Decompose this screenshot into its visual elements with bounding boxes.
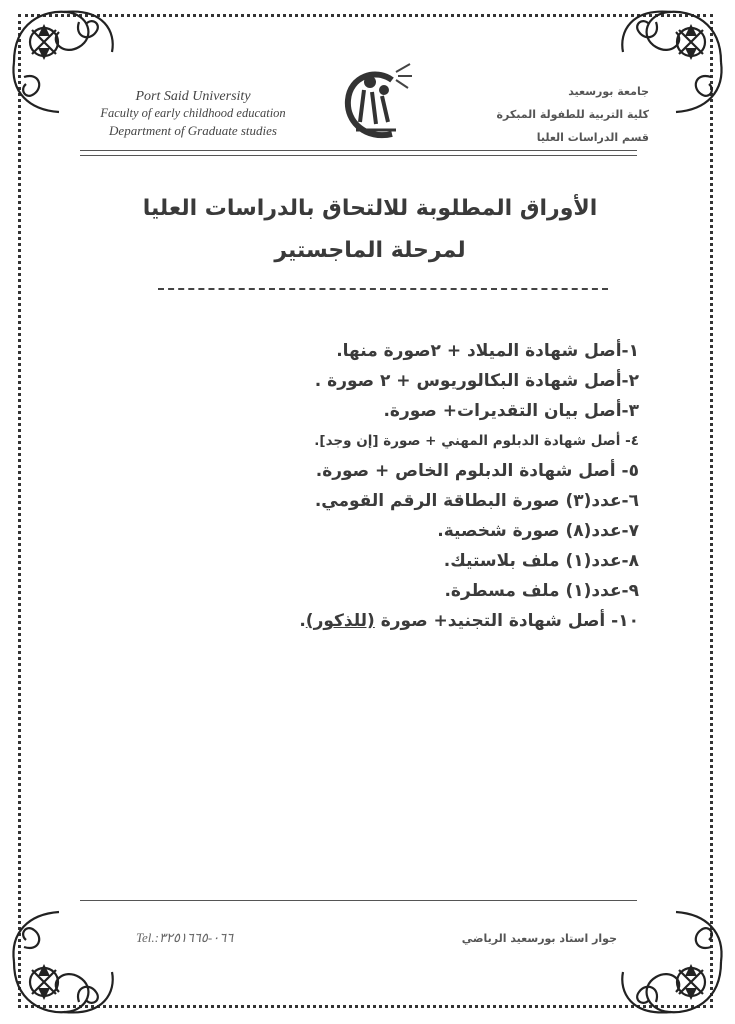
list-item: ٥- أصل شهادة الدبلوم الخاص + صورة. <box>315 461 639 481</box>
department-name-ar: قسم الدراسات العليا <box>536 131 649 144</box>
ornament-corner-bottom-left <box>4 904 122 1022</box>
requirement-10-text: ١٠- أصل شهادة التجنيد+ صورة <box>374 611 639 631</box>
document-title: الأوراق المطلوبة للالتحاق بالدراسات العليا <box>142 196 598 221</box>
list-item: ٢-أصل شهادة البكالوريوس + ٢ صورة . <box>314 371 639 391</box>
document-subtitle: لمرحلة الماجستير <box>274 238 466 263</box>
list-item: ٨-عدد(١) ملف بلاستيك. <box>443 551 639 571</box>
header-arabic-block <box>469 80 649 149</box>
ornament-corner-bottom-right <box>613 904 731 1022</box>
requirement-10-end: . <box>299 611 306 631</box>
footer-phone: Tel.:٠٦٦-٣٢٥١٦٦٥ <box>136 930 234 945</box>
university-name-ar: جامعة بورسعيد <box>568 85 649 98</box>
requirements-list <box>169 336 639 636</box>
footer-address: جوار استاد بورسعيد الرياضي <box>461 932 617 945</box>
requirement-10-note: (للذكور) <box>305 611 375 631</box>
faculty-name-en: Faculty of early childhood education <box>100 106 286 120</box>
list-item: ٧-عدد(٨) صورة شخصية. <box>437 521 639 541</box>
footer-divider <box>80 900 637 901</box>
list-item: ٦-عدد(٣) صورة البطاقة الرقم القومي. <box>314 491 639 511</box>
university-name-en: Port Said University <box>135 89 251 104</box>
title-divider <box>158 288 608 290</box>
list-item: ٤- أصل شهادة الدبلوم المهني + صورة [إن وجد]. <box>314 433 639 449</box>
list-item <box>169 606 639 636</box>
faculty-name-ar: كلية التربية للطفولة المبكرة <box>496 108 649 121</box>
faculty-logo <box>336 60 420 144</box>
list-item: ١-أصل شهادة الميلاد + ٢صورة منها. <box>336 341 639 361</box>
list-item: ٣-أصل بيان التقديرات+ صورة. <box>383 401 639 421</box>
header-english-block <box>88 88 298 139</box>
list-item: ٩-عدد(١) ملف مسطرة. <box>444 581 639 601</box>
header-divider <box>80 150 637 156</box>
department-name-en: Department of Graduate studies <box>109 123 277 138</box>
